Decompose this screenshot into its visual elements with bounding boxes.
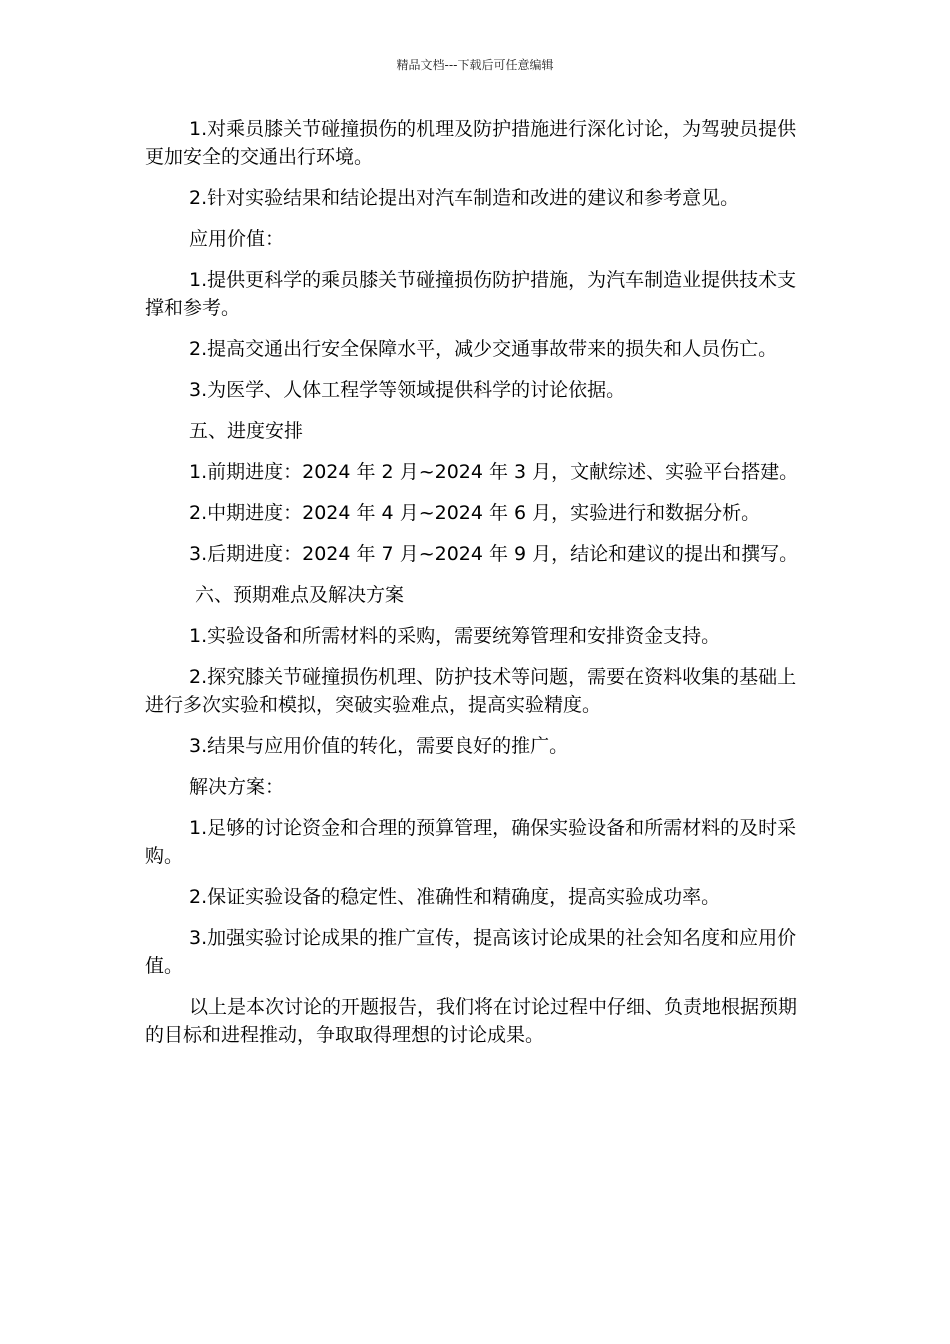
paragraph-difficulty-1: 1.实验设备和所需材料的采购，需要统筹管理和安排资金支持。 — [189, 625, 721, 647]
paragraph-schedule-1: 1.前期进度：2024 年 2 月~2024 年 3 月，文献综述、实验平台搭建。 — [189, 461, 799, 483]
document-body — [145, 115, 805, 1062]
paragraph-solution-1: 1.足够的讨论资金和合理的预算管理，确保实验设备和所需材料的及时采购。 — [145, 817, 797, 867]
paragraph-schedule-2: 2.中期进度：2024 年 4 月~2024 年 6 月，实验进行和数据分析。 — [189, 502, 761, 524]
page-header: 精品文档---下载后可任意编辑 — [396, 58, 554, 72]
section-heading-difficulties: 六、预期难点及解决方案 — [195, 584, 405, 606]
section-heading-schedule: 五、进度安排 — [189, 420, 304, 442]
paragraph-goal-2: 2.针对实验结果和结论提出对汽车制造和改进的建议和参考意见。 — [189, 187, 740, 209]
paragraph-schedule-3: 3.后期进度：2024 年 7 月~2024 年 9 月，结论和建议的提出和撰写。 — [189, 543, 799, 565]
paragraph-goal-1: 1.对乘员膝关节碰撞损伤的机理及防护措施进行深化讨论，为驾驶员提供更加安全的交通出行环境。 — [145, 118, 797, 168]
paragraph-value-3: 3.为医学、人体工程学等领域提供科学的讨论依据。 — [189, 379, 626, 401]
paragraph-difficulty-3: 3.结果与应用价值的转化，需要良好的推广。 — [189, 735, 569, 757]
subheading-application-value: 应用价值： — [189, 228, 285, 250]
paragraph-value-1: 1.提供更科学的乘员膝关节碰撞损伤防护措施，为汽车制造业提供技术支撑和参考。 — [145, 269, 797, 319]
paragraph-conclusion: 以上是本次讨论的开题报告，我们将在讨论过程中仔细、负责地根据预期的目标和进程推动，争取取得理想的讨论成果。 — [145, 996, 798, 1046]
paragraph-difficulty-2: 2.探究膝关节碰撞损伤机理、防护技术等问题，需要在资料收集的基础上进行多次实验和模拟，突破实验难点，提高实验精度。 — [145, 666, 797, 716]
paragraph-solution-3: 3.加强实验讨论成果的推广宣传，提高该讨论成果的社会知名度和应用价值。 — [145, 927, 797, 977]
paragraph-value-2: 2.提高交通出行安全保障水平，减少交通事故带来的损失和人员伤亡。 — [189, 338, 778, 360]
subheading-solutions: 解决方案： — [189, 776, 285, 798]
paragraph-solution-2: 2.保证实验设备的稳定性、准确性和精确度，提高实验成功率。 — [189, 886, 721, 908]
